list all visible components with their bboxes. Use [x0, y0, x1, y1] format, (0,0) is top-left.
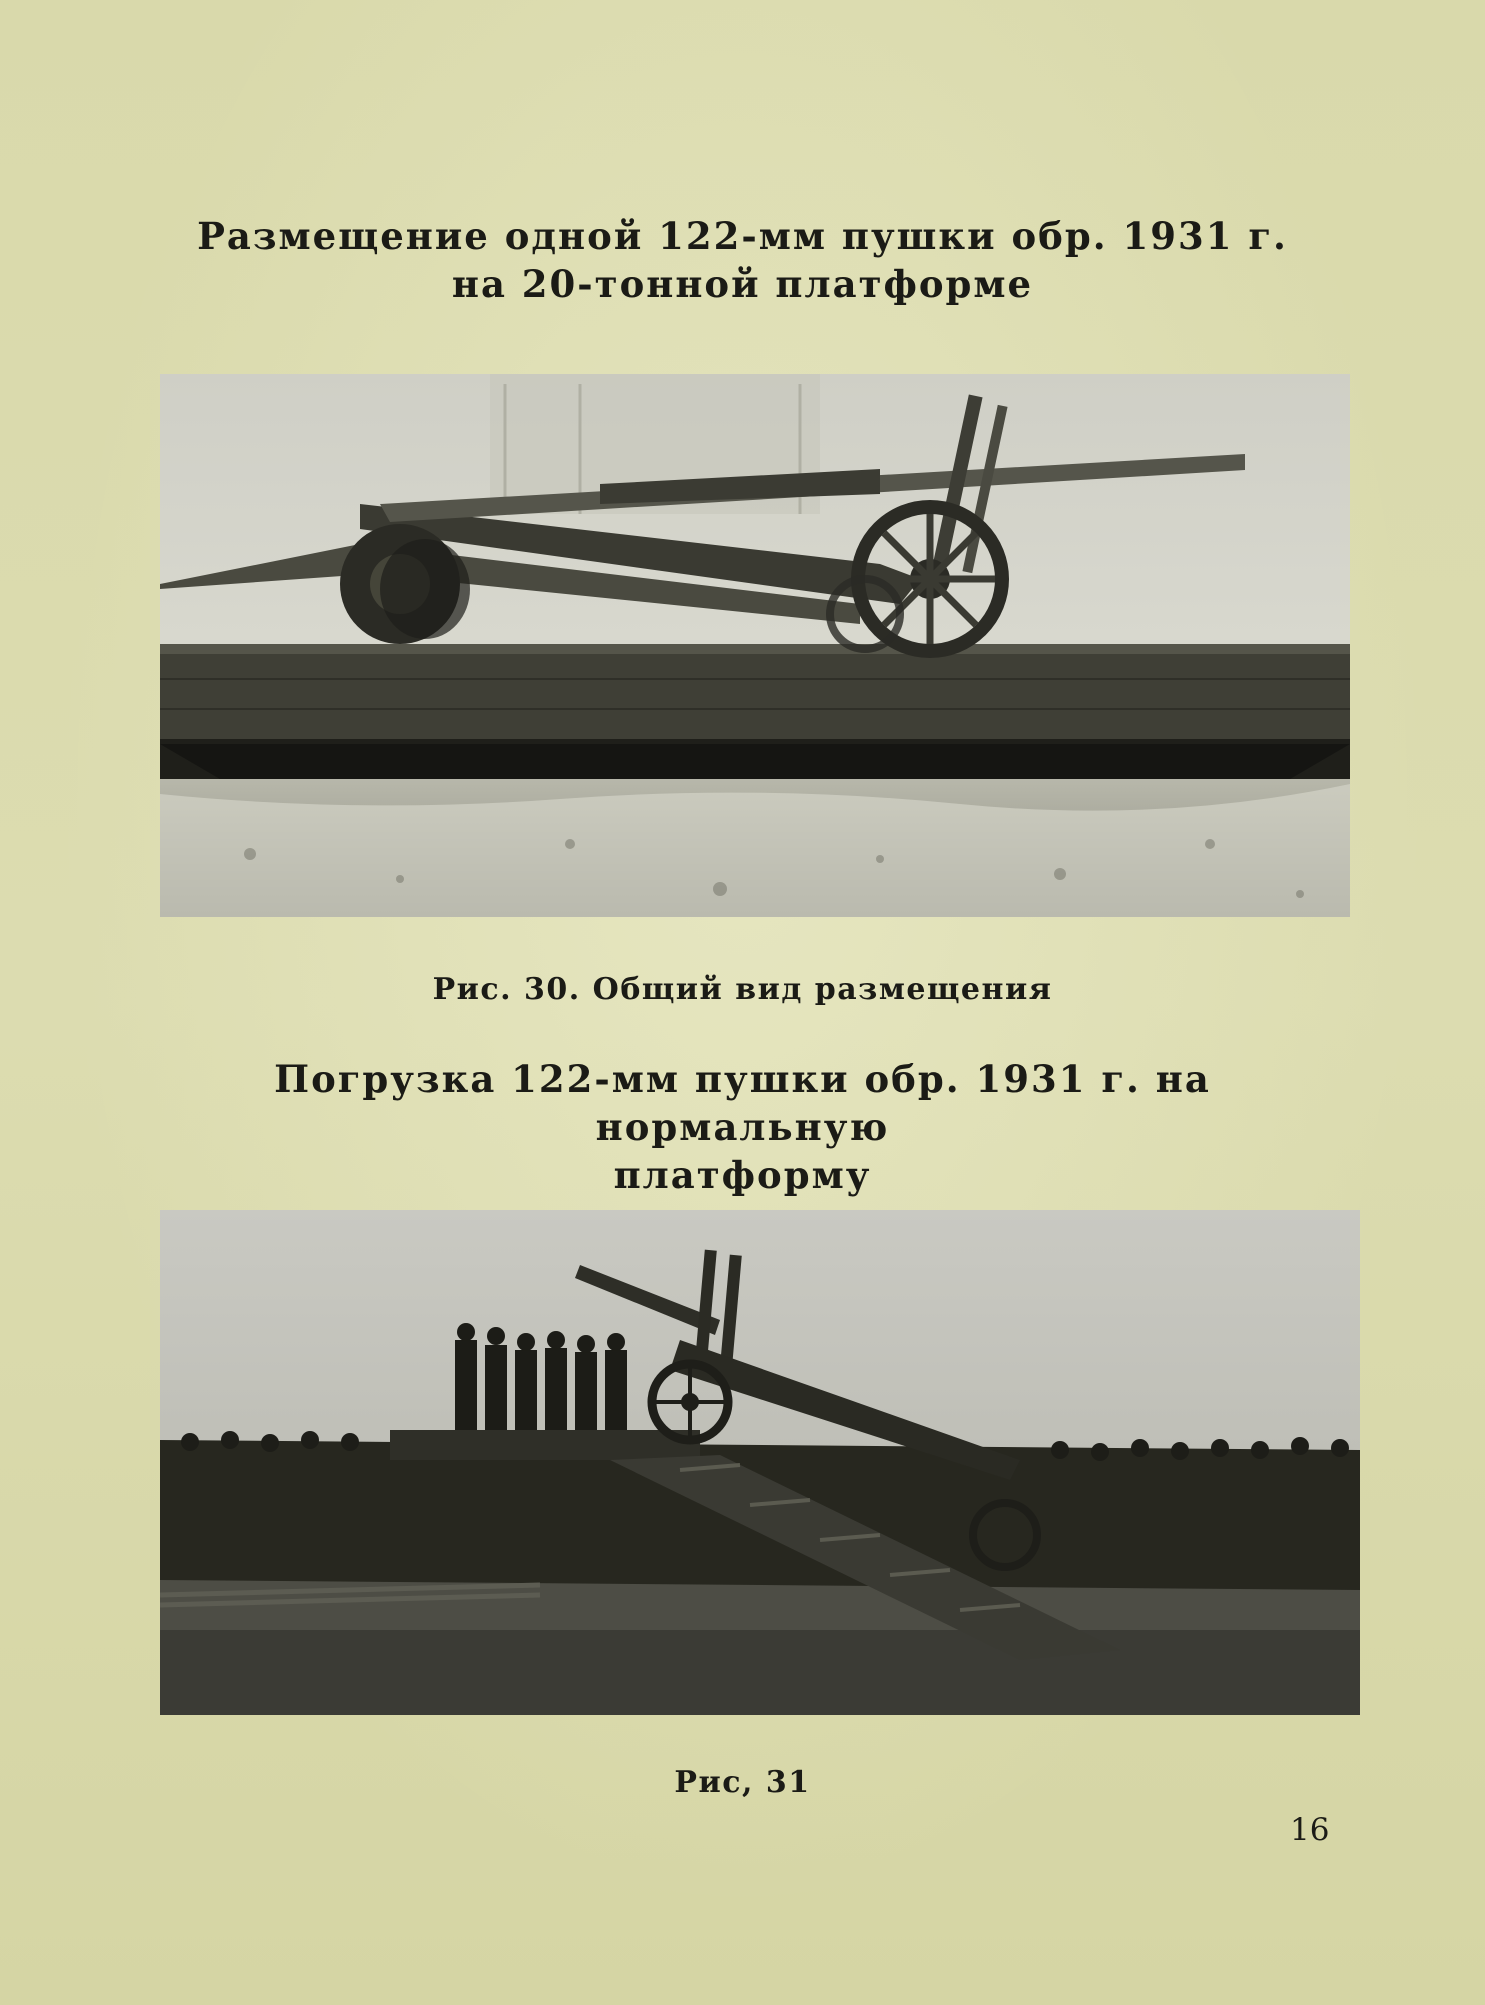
figure-30-photo	[160, 374, 1350, 917]
title-line: платформу	[613, 1153, 872, 1197]
section-title-loading	[150, 1055, 1335, 1199]
figure-30-caption: Рис. 30. Общий вид размещения	[432, 972, 1053, 1007]
title-line: на 20-тонной платформе	[451, 262, 1034, 306]
title-line: Размещение одной 122-мм пушки обр. 1931 г.	[197, 214, 1288, 258]
section-title-placement	[150, 212, 1335, 308]
title-line: Погрузка 122-мм пушки обр. 1931 г. на нормальную	[274, 1057, 1211, 1149]
figure-31-photo	[160, 1210, 1360, 1715]
page-number: 16	[1290, 1812, 1330, 1848]
figure-31-caption: Рис, 31	[674, 1765, 811, 1800]
